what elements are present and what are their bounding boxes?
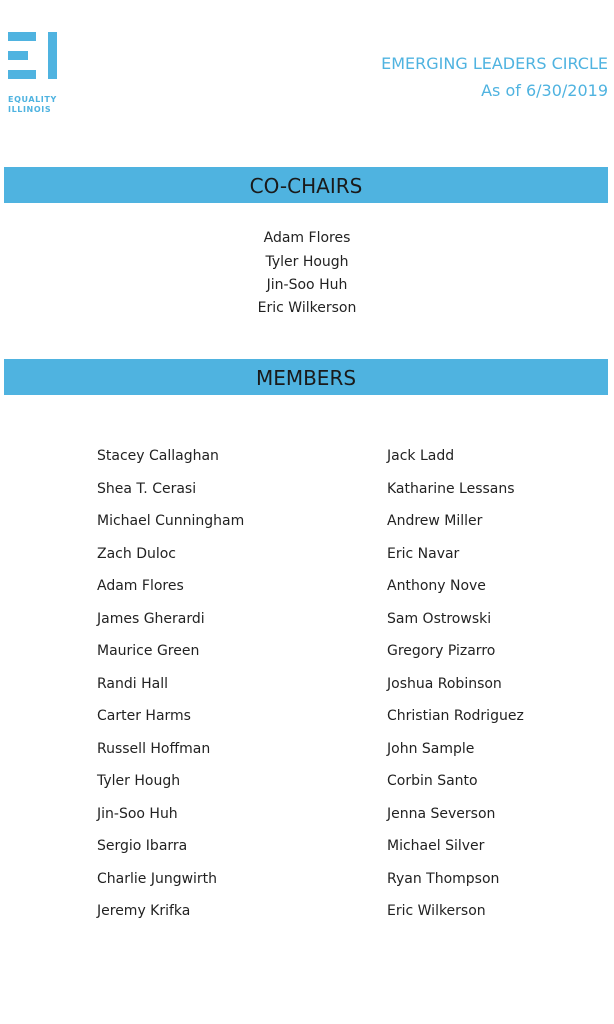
members-column-left [97, 444, 244, 932]
logo-line-1: EQUALITY [8, 95, 57, 104]
member-name: Charlie Jungwirth [97, 870, 218, 887]
equality-illinois-logo [8, 30, 68, 116]
member-name: Adam Flores [97, 578, 184, 594]
cochair-name: Adam Flores [263, 230, 351, 246]
member-name: Zach Duloc [97, 545, 176, 562]
members-column-right [387, 444, 524, 932]
member-name: Anthony Nove [387, 578, 486, 594]
logo-line-2: ILLINOIS [8, 105, 52, 114]
member-name: Shea T. Cerasi [97, 480, 197, 497]
member-name: Jenna Severson [387, 805, 496, 822]
as-of-date: As of 6/30/2019 [481, 81, 608, 100]
member-name: Katharine Lessans [387, 480, 515, 497]
member-name: Corbin Santo [387, 773, 478, 789]
cochairs-list [0, 226, 614, 320]
member-name: Eric Navar [387, 545, 460, 562]
member-name: Michael Silver [387, 838, 485, 854]
member-name: Andrew Miller [387, 513, 483, 529]
member-name: Jeremy Krifka [97, 903, 191, 919]
member-name: Russell Hoffman [97, 740, 211, 757]
cochairs-heading: CO-CHAIRS [4, 167, 608, 203]
member-name: Michael Cunningham [97, 513, 245, 529]
member-name: Ryan Thompson [387, 870, 500, 887]
cochair-name: Eric Wilkerson [257, 300, 357, 316]
member-name: Jin-Soo Huh [97, 805, 178, 822]
member-name: Jack Ladd [387, 448, 455, 464]
member-name: Joshua Robinson [387, 675, 502, 692]
logo-mark-icon [8, 30, 58, 80]
member-name: Eric Wilkerson [387, 903, 486, 919]
member-name: Gregory Pizarro [387, 643, 496, 659]
page-header [381, 50, 608, 104]
member-name: Christian Rodriguez [387, 708, 524, 724]
cochair-name: Jin-Soo Huh [266, 277, 348, 293]
member-name: James Gherardi [97, 610, 205, 627]
member-name: Carter Harms [97, 708, 191, 724]
member-name: Tyler Hough [97, 773, 181, 789]
member-name: Stacey Callaghan [97, 448, 219, 464]
member-name: John Sample [387, 740, 475, 757]
cochair-name: Tyler Hough [265, 254, 349, 270]
member-name: Sergio Ibarra [97, 838, 188, 854]
logo-wordmark [8, 95, 57, 115]
page-title: EMERGING LEADERS CIRCLE [381, 54, 608, 73]
member-name: Maurice Green [97, 643, 200, 659]
member-name: Randi Hall [97, 675, 168, 692]
member-name: Sam Ostrowski [387, 610, 492, 627]
members-heading: MEMBERS [4, 359, 608, 395]
